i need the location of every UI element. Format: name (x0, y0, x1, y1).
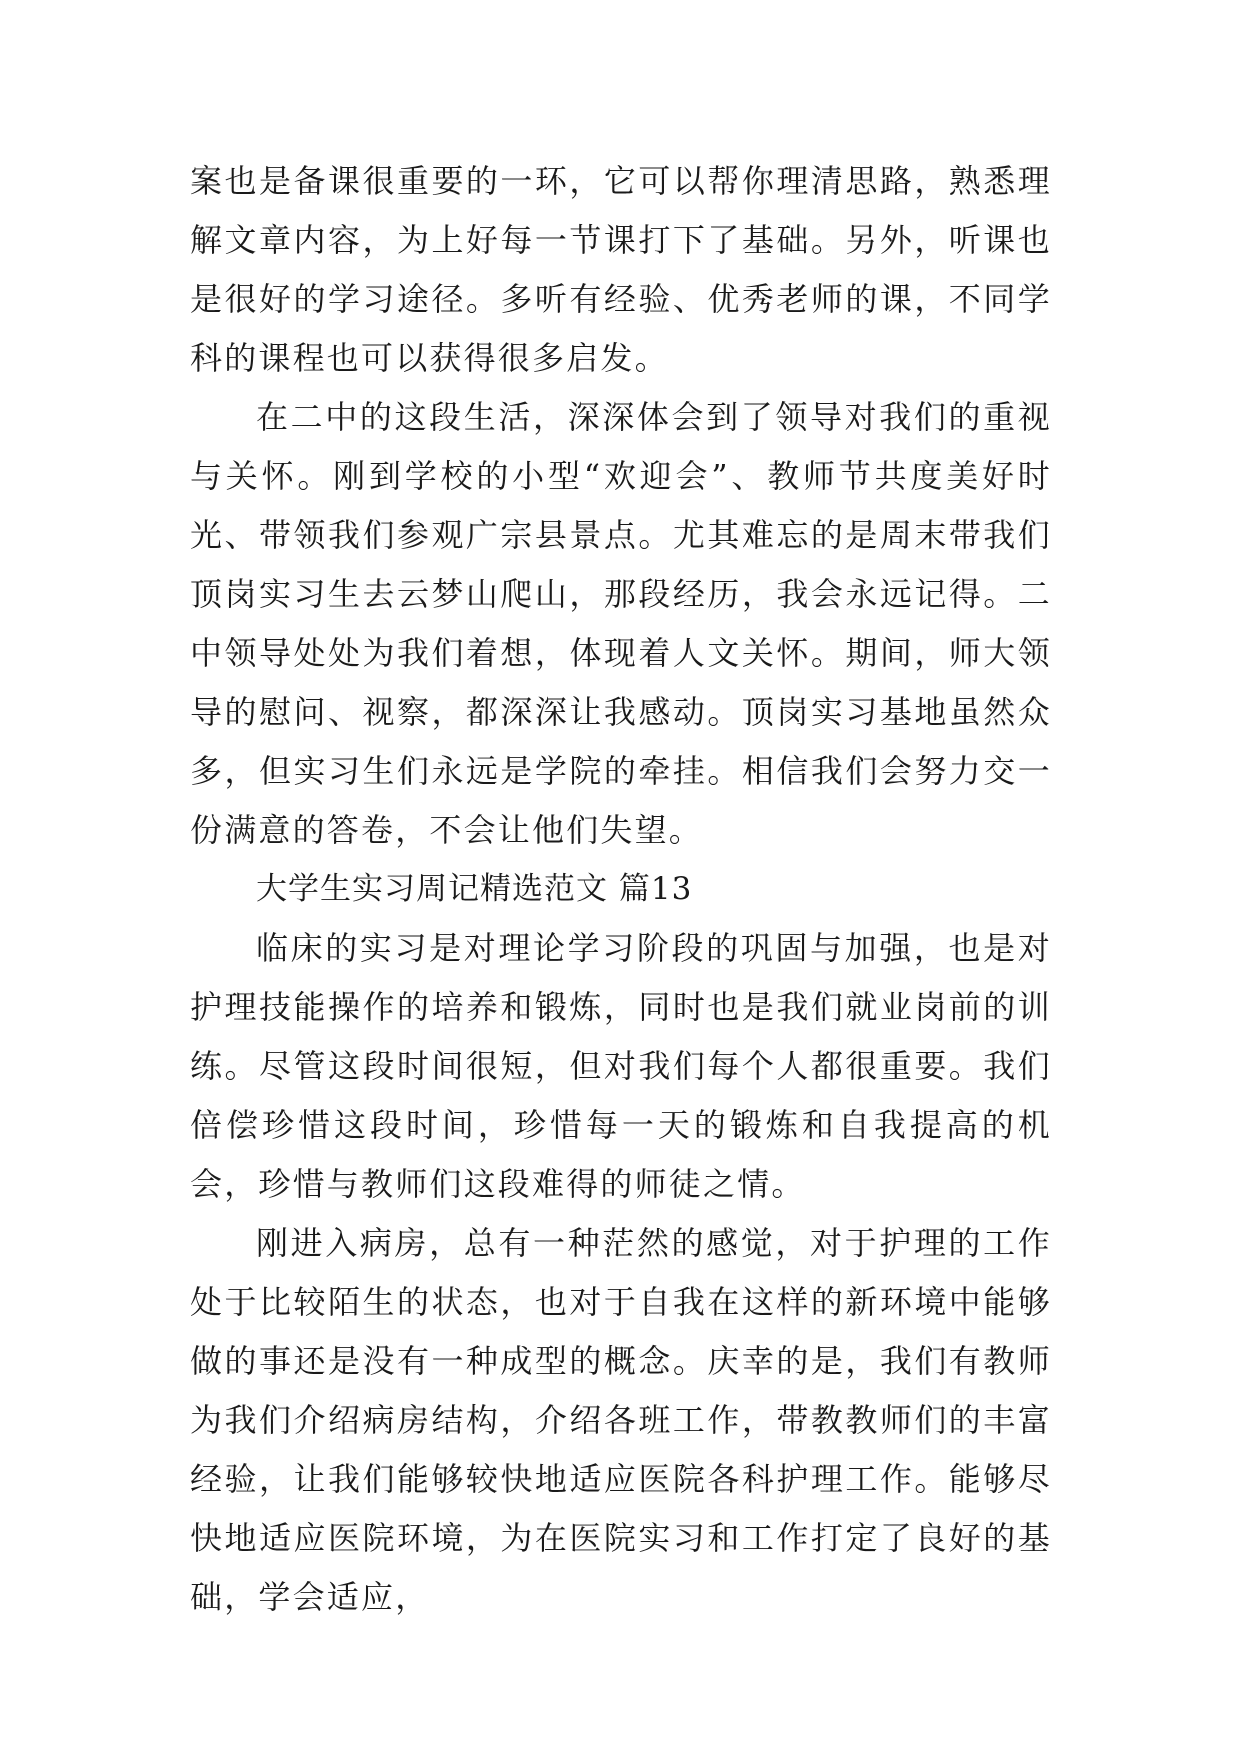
paragraph-2: 在二中的这段生活，深深体会到了领导对我们的重视与关怀。刚到学校的小型“欢迎会”、教师节共度美好时光、带领我们参观广宗县景点。尤其难忘的是周末带我们顶岗实习生去云梦山爬山，那段经历，我会永远记得。二中领导处处为我们着想，体现着人文关怀。期间，师大领导的慰问、视察，都深深让我感动。顶岗实习基地虽然众多，但实习生们永远是学院的牵挂。相信我们会努力交一份满意的答卷，不会让他们失望。 (190, 398, 1052, 849)
paragraph-1: 案也是备课很重要的一环，它可以帮你理清思路，熟悉理解文章内容，为上好每一节课打下了基础。另外，听课也是很好的学习途径。多听有经验、优秀老师的课，不同学科的课程也可以获得很多启发。 (190, 162, 1052, 377)
paragraph-4: 刚进入病房，总有一种茫然的感觉，对于护理的工作处于比较陌生的状态，也对于自我在这样的新环境中能够做的事还是没有一种成型的概念。庆幸的是，我们有教师为我们介绍病房结构，介绍各班工作，带教教师们的丰富经验，让我们能够较快地适应医院各科护理工作。能够尽快地适应医院环境，为在医院实习和工作打定了良好的基础，学会适应， (190, 1224, 1052, 1616)
document-body (190, 152, 1052, 1627)
section-heading: 大学生实习周记精选范文 篇13 (256, 871, 693, 907)
paragraph-3: 临床的实习是对理论学习阶段的巩固与加强，也是对护理技能操作的培养和锻炼，同时也是我们就业岗前的训练。尽管这段时间很短，但对我们每个人都很重要。我们倍偿珍惜这段时间，珍惜每一天的锻炼和自我提高的机会，珍惜与教师们这段难得的师徒之情。 (190, 929, 1052, 1203)
